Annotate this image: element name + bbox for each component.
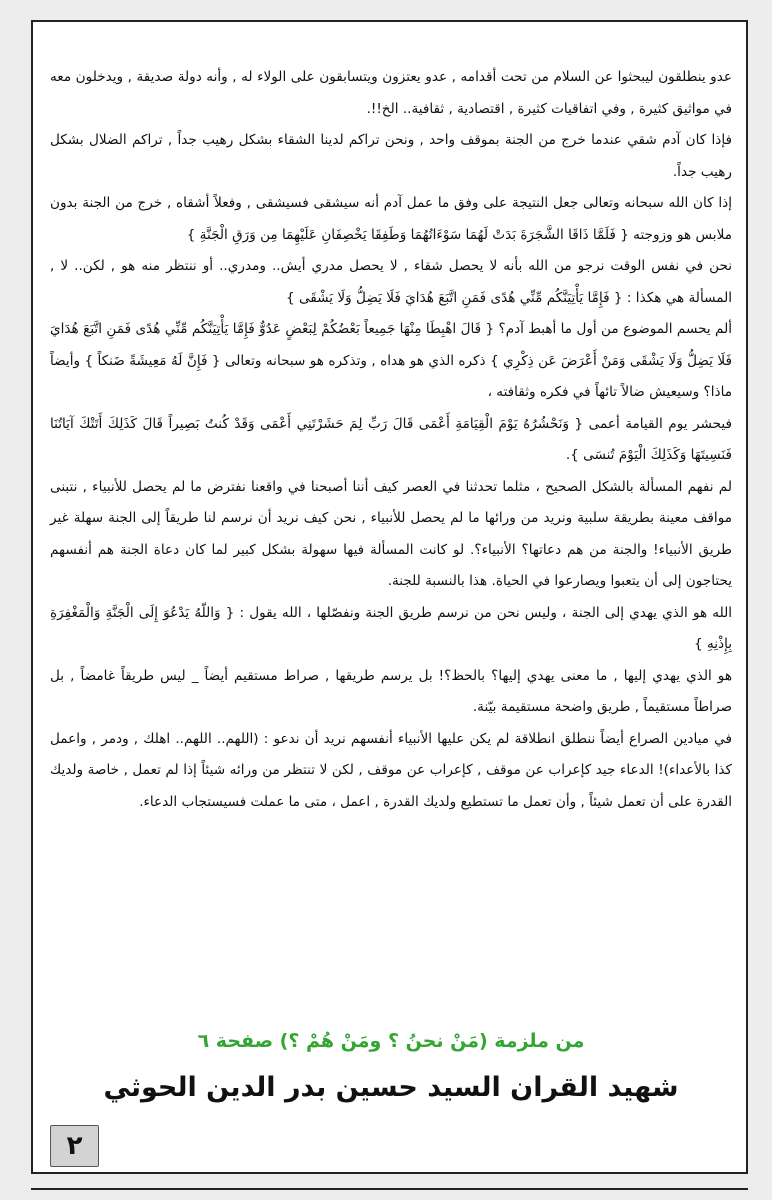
paragraph-3: إذا كان الله سبحانه وتعالى جعل النتيجة على وفق ما عمل آدم أنه سيشقى فسيشقى , وفعلاً أشقاه , خرج من الجنة بدون ملابس هو وزوجته { فَلَمَّا ذَاقَا الشَّجَرَةَ بَدَتْ لَهُمَا سَوْءَاتُهُمَا وَطَفِقَا يَخْصِفَانِ عَلَيْهِمَا مِن وَرَقِ الْجَنَّةِ } <box>50 195 732 243</box>
paragraph-10: في ميادين الصراع أيضاً ننطلق انطلاقة لم يكن عليها الأنبياء أنفسهم نريد أن ندعو : (اللهم.. اللهم.. اهلك , ودمر , واعمل كذا بالأعداء)! الدعاء جيد كإعراب عن موقف , كإعراب عن موقف , لكن لا تنتظر من ورائه شيئاً إذا لم تعمل , خاصة ولديك القدرة على أن تعمل شيئاً , وأن تعمل ما تستطيع ولديك القدرة , اعمل ، متى ما عملت فسيستجاب الدعاء. <box>50 730 732 810</box>
paragraph-6: فيحشر يوم القيامة أعمى { وَنَحْشُرُهُ يَوْمَ الْقِيَامَةِ أَعْمَى قَالَ رَبِّ لِمَ حَشَرْتَنِي أَعْمَى وَقَدْ كُنتُ بَصِيراً قَالَ كَذَلِكَ أَتَتْكَ آيَاتُنَا فَنَسِيتَهَا وَكَذَلِكَ الْيَوْمَ تُنسَى }. <box>50 415 732 463</box>
paragraph-9: هو الذي يهدي إليها , ما معنى يهدي إليها؟ بالحظ؟! بل يرسم طريقها , صراط مستقيم أيضاً _ ليس طريقاً غامضاً , بل صراطاً مستقيماً , طريق واضحة مستقيمة بيّنة. <box>50 667 732 715</box>
page-number-badge: ٢ <box>50 1125 99 1167</box>
author-title: شهيد القران السيد حسين بدر الدين الحوثي <box>103 1072 679 1103</box>
article-body <box>50 62 732 818</box>
source-reference: من ملزمة (مَنْ نحنُ ؟ ومَنْ هُمْ ؟) صفحة ٦ <box>197 1030 585 1052</box>
bottom-divider <box>31 1188 748 1190</box>
paragraph-1: عدو ينطلقون ليبحثوا عن السلام من تحت أقدامه , عدو يعتزون ويتسابقون على الولاء له , وأنه دولة صديقة , ويدخلون معه في مواثيق كثيرة , وفي اتفاقيات كثيرة , اقتصادية , ثقافية.. الخ!!. <box>50 69 732 117</box>
paragraph-2: فإذا كان آدم شقي عندما خرج من الجنة بموقف واحد , ونحن تراكم لدينا الشقاء بشكل رهيب جداً , تراكم الضلال بشكل رهيب جداً. <box>50 132 732 180</box>
paragraph-7: لم نفهم المسألة بالشكل الصحيح ، مثلما تحدثنا في العصر كيف أننا أصبحنا في واقعنا نفترض ما لم يحصل للأنبياء , نتبنى مواقف معينة بطريقة سلبية ونريد من ورائها ما لم يحصل للأنبياء , نحن كيف نريد أن نرسم لنا طريقاً إلى الجنة سهلة غير طريق الأنبياء! والجنة من هم دعاتها؟ الأنبياء؟. لو كانت المسألة فيها سهولة بشكل كبير لما كان دعاة الجنة هم أنفسهم يحتاجون إلى أن يتعبوا ويصارعوا في الحياة. هذا بالنسبة للجنة. <box>50 478 732 589</box>
paragraph-4: نحن في نفس الوقت نرجو من الله بأنه لا يحصل شقاء , لا يحصل مدري أيش.. ومدري.. أو ننتظر منه هو , لكن.. لا , المسألة هي هكذا : { فَإِمَّا يَأْتِيَنَّكُم مِّنِّي هُدًى فَمَنِ اتَّبَعَ هُدَايَ فَلَا يَضِلُّ وَلَا يَشْقَى } <box>50 258 732 306</box>
paragraph-5: ألم يحسم الموضوع من أول ما أهبط آدم؟ { قَالَ اهْبِطَا مِنْهَا جَمِيعاً بَعْضُكُمْ لِبَعْضٍ عَدُوٌّ فَإِمَّا يَأْتِيَنَّكُم مِّنِّي هُدًى فَمَنِ اتَّبَعَ هُدَايَ فَلَا يَضِلُّ وَلَا يَشْقَى وَمَنْ أَعْرَضَ عَن ذِكْرِي } ذكره الذي هو هداه , وتذكره هو سبحانه وتعالى { فَإِنَّ لَهُ مَعِيشَةً ضَنكاً } وأيضاً ماذا؟ وسيعيش ضالاً تائهاً في فكره وثقافته ، <box>50 321 732 400</box>
paragraph-8: الله هو الذي يهدي إلى الجنة ، وليس نحن من نرسم طريق الجنة ونفصّلها ، الله يقول : { وَاللّهُ يَدْعُوَ إِلَى الْجَنَّةِ وَالْمَغْفِرَةِ بِإِذْنِهِ } <box>50 604 732 652</box>
